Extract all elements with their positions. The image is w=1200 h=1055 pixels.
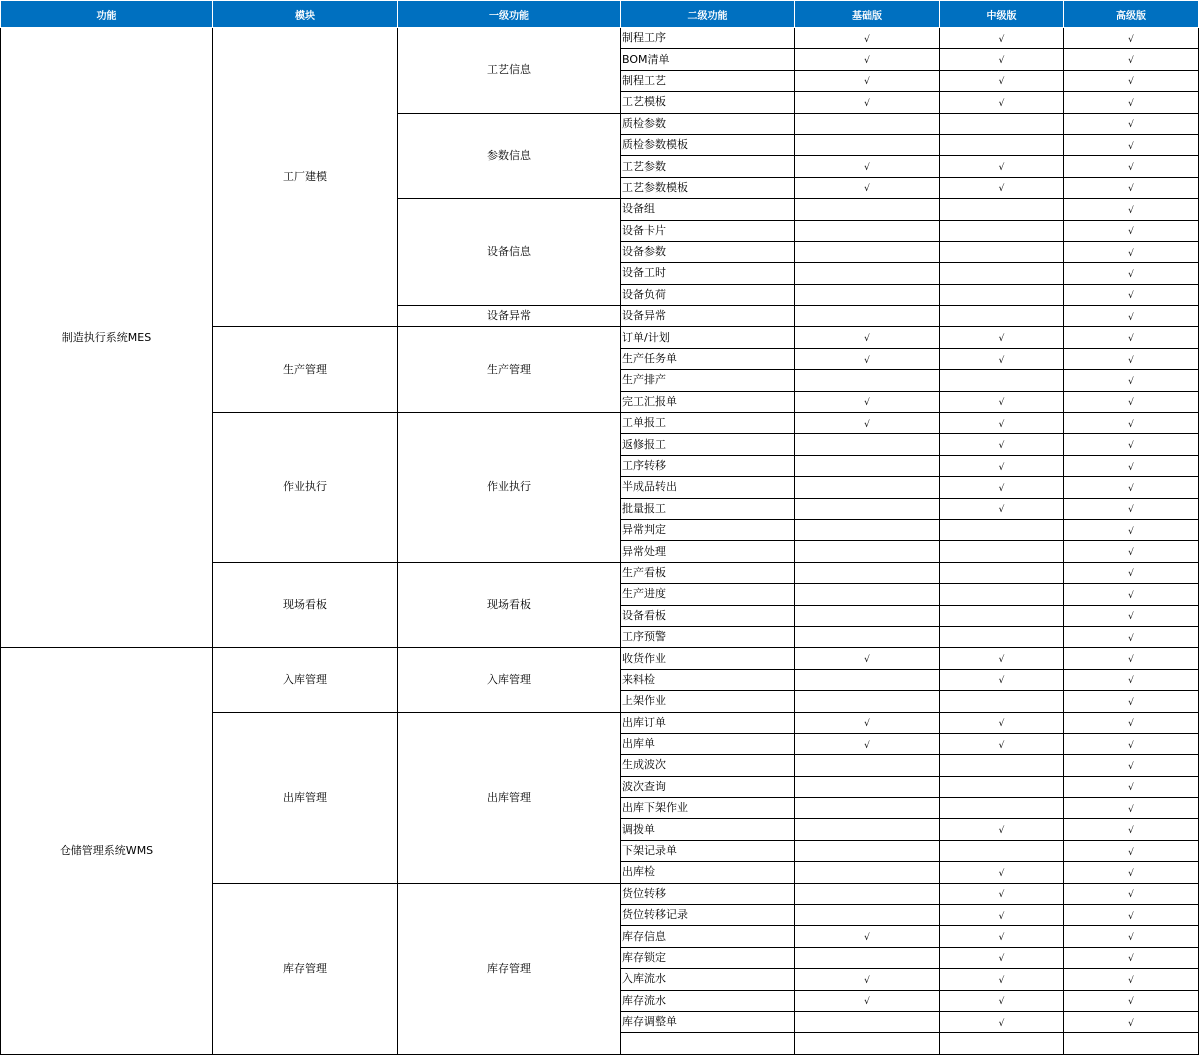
basic-check-cell bbox=[795, 691, 940, 712]
basic-check-cell: √ bbox=[795, 348, 940, 369]
advanced-check-cell: √ bbox=[1064, 562, 1199, 583]
level2-function-cell: 设备卡片 bbox=[621, 220, 795, 241]
level2-function-cell: 半成品转出 bbox=[621, 477, 795, 498]
level1-function-cell: 库存管理 bbox=[398, 883, 621, 1054]
basic-check-cell bbox=[795, 798, 940, 819]
level2-function-cell: 制程工艺 bbox=[621, 70, 795, 91]
level2-function-cell: 质检参数模板 bbox=[621, 134, 795, 155]
advanced-check-cell: √ bbox=[1064, 712, 1199, 733]
advanced-check-cell bbox=[1064, 1033, 1199, 1054]
advanced-check-cell: √ bbox=[1064, 348, 1199, 369]
basic-check-cell bbox=[795, 284, 940, 305]
basic-check-cell bbox=[795, 199, 940, 220]
level2-function-cell: 生产进度 bbox=[621, 584, 795, 605]
module-cell: 出库管理 bbox=[213, 712, 398, 883]
advanced-check-cell: √ bbox=[1064, 113, 1199, 134]
level2-function-cell: 订单/计划 bbox=[621, 327, 795, 348]
module-cell: 现场看板 bbox=[213, 562, 398, 648]
level2-function-cell: 出库检 bbox=[621, 862, 795, 883]
level2-function-cell: 质检参数 bbox=[621, 113, 795, 134]
mid-check-cell: √ bbox=[940, 819, 1064, 840]
basic-check-cell bbox=[795, 1011, 940, 1032]
mid-check-cell bbox=[940, 306, 1064, 327]
advanced-check-cell: √ bbox=[1064, 626, 1199, 647]
mid-check-cell: √ bbox=[940, 648, 1064, 669]
advanced-check-cell: √ bbox=[1064, 327, 1199, 348]
level2-function-cell: 工单报工 bbox=[621, 413, 795, 434]
level1-function-cell: 生产管理 bbox=[398, 327, 621, 413]
basic-check-cell bbox=[795, 562, 940, 583]
advanced-check-cell: √ bbox=[1064, 156, 1199, 177]
mid-check-cell: √ bbox=[940, 177, 1064, 198]
basic-check-cell bbox=[795, 370, 940, 391]
mid-check-cell bbox=[940, 840, 1064, 861]
level2-function-cell: 工艺参数模板 bbox=[621, 177, 795, 198]
level2-function-cell: 出库单 bbox=[621, 733, 795, 754]
advanced-check-cell: √ bbox=[1064, 92, 1199, 113]
advanced-check-cell: √ bbox=[1064, 413, 1199, 434]
basic-check-cell bbox=[795, 134, 940, 155]
basic-check-cell bbox=[795, 755, 940, 776]
level1-function-cell: 设备信息 bbox=[398, 199, 621, 306]
advanced-check-cell: √ bbox=[1064, 28, 1199, 49]
mid-check-cell: √ bbox=[940, 92, 1064, 113]
level2-function-cell: 设备异常 bbox=[621, 306, 795, 327]
level2-function-cell bbox=[621, 1033, 795, 1054]
advanced-check-cell: √ bbox=[1064, 370, 1199, 391]
level2-function-cell: 工艺模板 bbox=[621, 92, 795, 113]
basic-check-cell bbox=[795, 584, 940, 605]
level2-function-cell: 下架记录单 bbox=[621, 840, 795, 861]
advanced-check-cell: √ bbox=[1064, 947, 1199, 968]
advanced-check-cell: √ bbox=[1064, 177, 1199, 198]
level2-function-cell: 收货作业 bbox=[621, 648, 795, 669]
mid-check-cell: √ bbox=[940, 990, 1064, 1011]
advanced-check-cell: √ bbox=[1064, 455, 1199, 476]
level2-function-cell: 工艺参数 bbox=[621, 156, 795, 177]
basic-check-cell bbox=[795, 947, 940, 968]
mid-check-cell: √ bbox=[940, 969, 1064, 990]
mid-check-cell bbox=[940, 199, 1064, 220]
level2-function-cell: 来料检 bbox=[621, 669, 795, 690]
level2-function-cell: 库存流水 bbox=[621, 990, 795, 1011]
advanced-check-cell: √ bbox=[1064, 733, 1199, 754]
level2-function-cell: 设备看板 bbox=[621, 605, 795, 626]
advanced-check-cell: √ bbox=[1064, 1011, 1199, 1032]
level1-function-cell: 现场看板 bbox=[398, 562, 621, 648]
basic-check-cell bbox=[795, 541, 940, 562]
table-row bbox=[1, 28, 1199, 49]
basic-check-cell bbox=[795, 626, 940, 647]
basic-check-cell bbox=[795, 220, 940, 241]
basic-check-cell bbox=[795, 840, 940, 861]
level2-function-cell: 库存信息 bbox=[621, 926, 795, 947]
level2-function-cell: 设备参数 bbox=[621, 241, 795, 262]
mid-check-cell bbox=[940, 220, 1064, 241]
basic-check-cell bbox=[795, 905, 940, 926]
level1-function-cell: 出库管理 bbox=[398, 712, 621, 883]
mid-check-cell: √ bbox=[940, 391, 1064, 412]
basic-check-cell bbox=[795, 477, 940, 498]
level2-function-cell: 货位转移 bbox=[621, 883, 795, 904]
mid-check-cell bbox=[940, 626, 1064, 647]
header-basic-edition: 基础版 bbox=[795, 1, 940, 28]
mid-check-cell: √ bbox=[940, 28, 1064, 49]
advanced-check-cell: √ bbox=[1064, 584, 1199, 605]
level2-function-cell: 波次查询 bbox=[621, 776, 795, 797]
mid-check-cell: √ bbox=[940, 70, 1064, 91]
advanced-check-cell: √ bbox=[1064, 969, 1199, 990]
mid-check-cell: √ bbox=[940, 1011, 1064, 1032]
mid-check-cell bbox=[940, 519, 1064, 540]
advanced-check-cell: √ bbox=[1064, 691, 1199, 712]
mid-check-cell: √ bbox=[940, 947, 1064, 968]
level2-function-cell: 批量报工 bbox=[621, 498, 795, 519]
basic-check-cell bbox=[795, 455, 940, 476]
basic-check-cell bbox=[795, 1033, 940, 1054]
level1-function-cell: 入库管理 bbox=[398, 648, 621, 712]
system-cell: 制造执行系统MES bbox=[1, 28, 213, 648]
module-cell: 生产管理 bbox=[213, 327, 398, 413]
advanced-check-cell: √ bbox=[1064, 49, 1199, 70]
basic-check-cell: √ bbox=[795, 733, 940, 754]
level1-function-cell: 参数信息 bbox=[398, 113, 621, 199]
mid-check-cell: √ bbox=[940, 926, 1064, 947]
mid-check-cell: √ bbox=[940, 413, 1064, 434]
advanced-check-cell: √ bbox=[1064, 199, 1199, 220]
level2-function-cell: 完工汇报单 bbox=[621, 391, 795, 412]
basic-check-cell: √ bbox=[795, 712, 940, 733]
basic-check-cell: √ bbox=[795, 413, 940, 434]
advanced-check-cell: √ bbox=[1064, 755, 1199, 776]
basic-check-cell bbox=[795, 306, 940, 327]
basic-check-cell: √ bbox=[795, 648, 940, 669]
advanced-check-cell: √ bbox=[1064, 862, 1199, 883]
advanced-check-cell: √ bbox=[1064, 840, 1199, 861]
advanced-check-cell: √ bbox=[1064, 519, 1199, 540]
advanced-check-cell: √ bbox=[1064, 477, 1199, 498]
level2-function-cell: 出库下架作业 bbox=[621, 798, 795, 819]
mid-check-cell bbox=[940, 284, 1064, 305]
basic-check-cell: √ bbox=[795, 926, 940, 947]
mid-check-cell bbox=[940, 1033, 1064, 1054]
mid-check-cell bbox=[940, 755, 1064, 776]
basic-check-cell bbox=[795, 605, 940, 626]
basic-check-cell bbox=[795, 241, 940, 262]
level2-function-cell: 库存锁定 bbox=[621, 947, 795, 968]
mid-check-cell: √ bbox=[940, 712, 1064, 733]
level1-function-cell: 工艺信息 bbox=[398, 28, 621, 114]
basic-check-cell: √ bbox=[795, 28, 940, 49]
basic-check-cell bbox=[795, 498, 940, 519]
basic-check-cell: √ bbox=[795, 990, 940, 1011]
header-advanced-edition: 高级版 bbox=[1064, 1, 1199, 28]
level2-function-cell: BOM清单 bbox=[621, 49, 795, 70]
mid-check-cell bbox=[940, 241, 1064, 262]
level2-function-cell: 异常判定 bbox=[621, 519, 795, 540]
level2-function-cell: 工序预警 bbox=[621, 626, 795, 647]
mid-check-cell bbox=[940, 584, 1064, 605]
basic-check-cell bbox=[795, 862, 940, 883]
mid-check-cell bbox=[940, 370, 1064, 391]
header-level1-function: 一级功能 bbox=[398, 1, 621, 28]
mid-check-cell: √ bbox=[940, 905, 1064, 926]
level2-function-cell: 入库流水 bbox=[621, 969, 795, 990]
basic-check-cell: √ bbox=[795, 391, 940, 412]
mid-check-cell bbox=[940, 113, 1064, 134]
basic-check-cell bbox=[795, 776, 940, 797]
mid-check-cell: √ bbox=[940, 156, 1064, 177]
advanced-check-cell: √ bbox=[1064, 498, 1199, 519]
level2-function-cell: 上架作业 bbox=[621, 691, 795, 712]
level1-function-cell: 设备异常 bbox=[398, 306, 621, 327]
mid-check-cell bbox=[940, 541, 1064, 562]
advanced-check-cell: √ bbox=[1064, 220, 1199, 241]
mid-check-cell: √ bbox=[940, 327, 1064, 348]
header-function: 功能 bbox=[1, 1, 213, 28]
basic-check-cell: √ bbox=[795, 156, 940, 177]
mid-check-cell bbox=[940, 798, 1064, 819]
level2-function-cell: 设备组 bbox=[621, 199, 795, 220]
advanced-check-cell: √ bbox=[1064, 434, 1199, 455]
mid-check-cell: √ bbox=[940, 498, 1064, 519]
level2-function-cell: 返修报工 bbox=[621, 434, 795, 455]
header-level2-function: 二级功能 bbox=[621, 1, 795, 28]
mid-check-cell bbox=[940, 263, 1064, 284]
module-cell: 作业执行 bbox=[213, 413, 398, 563]
level2-function-cell: 出库订单 bbox=[621, 712, 795, 733]
advanced-check-cell: √ bbox=[1064, 926, 1199, 947]
advanced-check-cell: √ bbox=[1064, 134, 1199, 155]
advanced-check-cell: √ bbox=[1064, 669, 1199, 690]
level2-function-cell: 异常处理 bbox=[621, 541, 795, 562]
level2-function-cell: 生产任务单 bbox=[621, 348, 795, 369]
mid-check-cell: √ bbox=[940, 434, 1064, 455]
advanced-check-cell: √ bbox=[1064, 990, 1199, 1011]
basic-check-cell bbox=[795, 113, 940, 134]
mid-check-cell bbox=[940, 562, 1064, 583]
module-cell: 库存管理 bbox=[213, 883, 398, 1054]
mid-check-cell bbox=[940, 691, 1064, 712]
level1-function-cell: 作业执行 bbox=[398, 413, 621, 563]
basic-check-cell bbox=[795, 263, 940, 284]
advanced-check-cell: √ bbox=[1064, 306, 1199, 327]
mid-check-cell: √ bbox=[940, 348, 1064, 369]
level2-function-cell: 制程工序 bbox=[621, 28, 795, 49]
level2-function-cell: 库存调整单 bbox=[621, 1011, 795, 1032]
mid-check-cell: √ bbox=[940, 669, 1064, 690]
advanced-check-cell: √ bbox=[1064, 263, 1199, 284]
level2-function-cell: 生成波次 bbox=[621, 755, 795, 776]
header-module: 模块 bbox=[213, 1, 398, 28]
basic-check-cell: √ bbox=[795, 177, 940, 198]
level2-function-cell: 设备负荷 bbox=[621, 284, 795, 305]
basic-check-cell: √ bbox=[795, 327, 940, 348]
mid-check-cell: √ bbox=[940, 733, 1064, 754]
mid-check-cell: √ bbox=[940, 49, 1064, 70]
module-cell: 入库管理 bbox=[213, 648, 398, 712]
advanced-check-cell: √ bbox=[1064, 391, 1199, 412]
advanced-check-cell: √ bbox=[1064, 798, 1199, 819]
basic-check-cell bbox=[795, 883, 940, 904]
basic-check-cell: √ bbox=[795, 49, 940, 70]
advanced-check-cell: √ bbox=[1064, 541, 1199, 562]
advanced-check-cell: √ bbox=[1064, 648, 1199, 669]
table-row bbox=[1, 648, 1199, 669]
system-cell: 仓储管理系统WMS bbox=[1, 648, 213, 1054]
level2-function-cell: 生产排产 bbox=[621, 370, 795, 391]
level2-function-cell: 设备工时 bbox=[621, 263, 795, 284]
basic-check-cell: √ bbox=[795, 70, 940, 91]
basic-check-cell: √ bbox=[795, 92, 940, 113]
mid-check-cell bbox=[940, 605, 1064, 626]
advanced-check-cell: √ bbox=[1064, 284, 1199, 305]
basic-check-cell: √ bbox=[795, 969, 940, 990]
mid-check-cell: √ bbox=[940, 862, 1064, 883]
level2-function-cell: 货位转移记录 bbox=[621, 905, 795, 926]
advanced-check-cell: √ bbox=[1064, 70, 1199, 91]
level2-function-cell: 工序转移 bbox=[621, 455, 795, 476]
level2-function-cell: 生产看板 bbox=[621, 562, 795, 583]
level2-function-cell: 调拨单 bbox=[621, 819, 795, 840]
mid-check-cell: √ bbox=[940, 477, 1064, 498]
advanced-check-cell: √ bbox=[1064, 883, 1199, 904]
mid-check-cell: √ bbox=[940, 883, 1064, 904]
mid-check-cell: √ bbox=[940, 455, 1064, 476]
advanced-check-cell: √ bbox=[1064, 605, 1199, 626]
header-mid-edition: 中级版 bbox=[940, 1, 1064, 28]
advanced-check-cell: √ bbox=[1064, 776, 1199, 797]
module-cell: 工厂建模 bbox=[213, 28, 398, 327]
advanced-check-cell: √ bbox=[1064, 905, 1199, 926]
basic-check-cell bbox=[795, 669, 940, 690]
basic-check-cell bbox=[795, 819, 940, 840]
basic-check-cell bbox=[795, 519, 940, 540]
header-row bbox=[1, 1, 1199, 28]
mid-check-cell bbox=[940, 776, 1064, 797]
advanced-check-cell: √ bbox=[1064, 819, 1199, 840]
advanced-check-cell: √ bbox=[1064, 241, 1199, 262]
basic-check-cell bbox=[795, 434, 940, 455]
mid-check-cell bbox=[940, 134, 1064, 155]
